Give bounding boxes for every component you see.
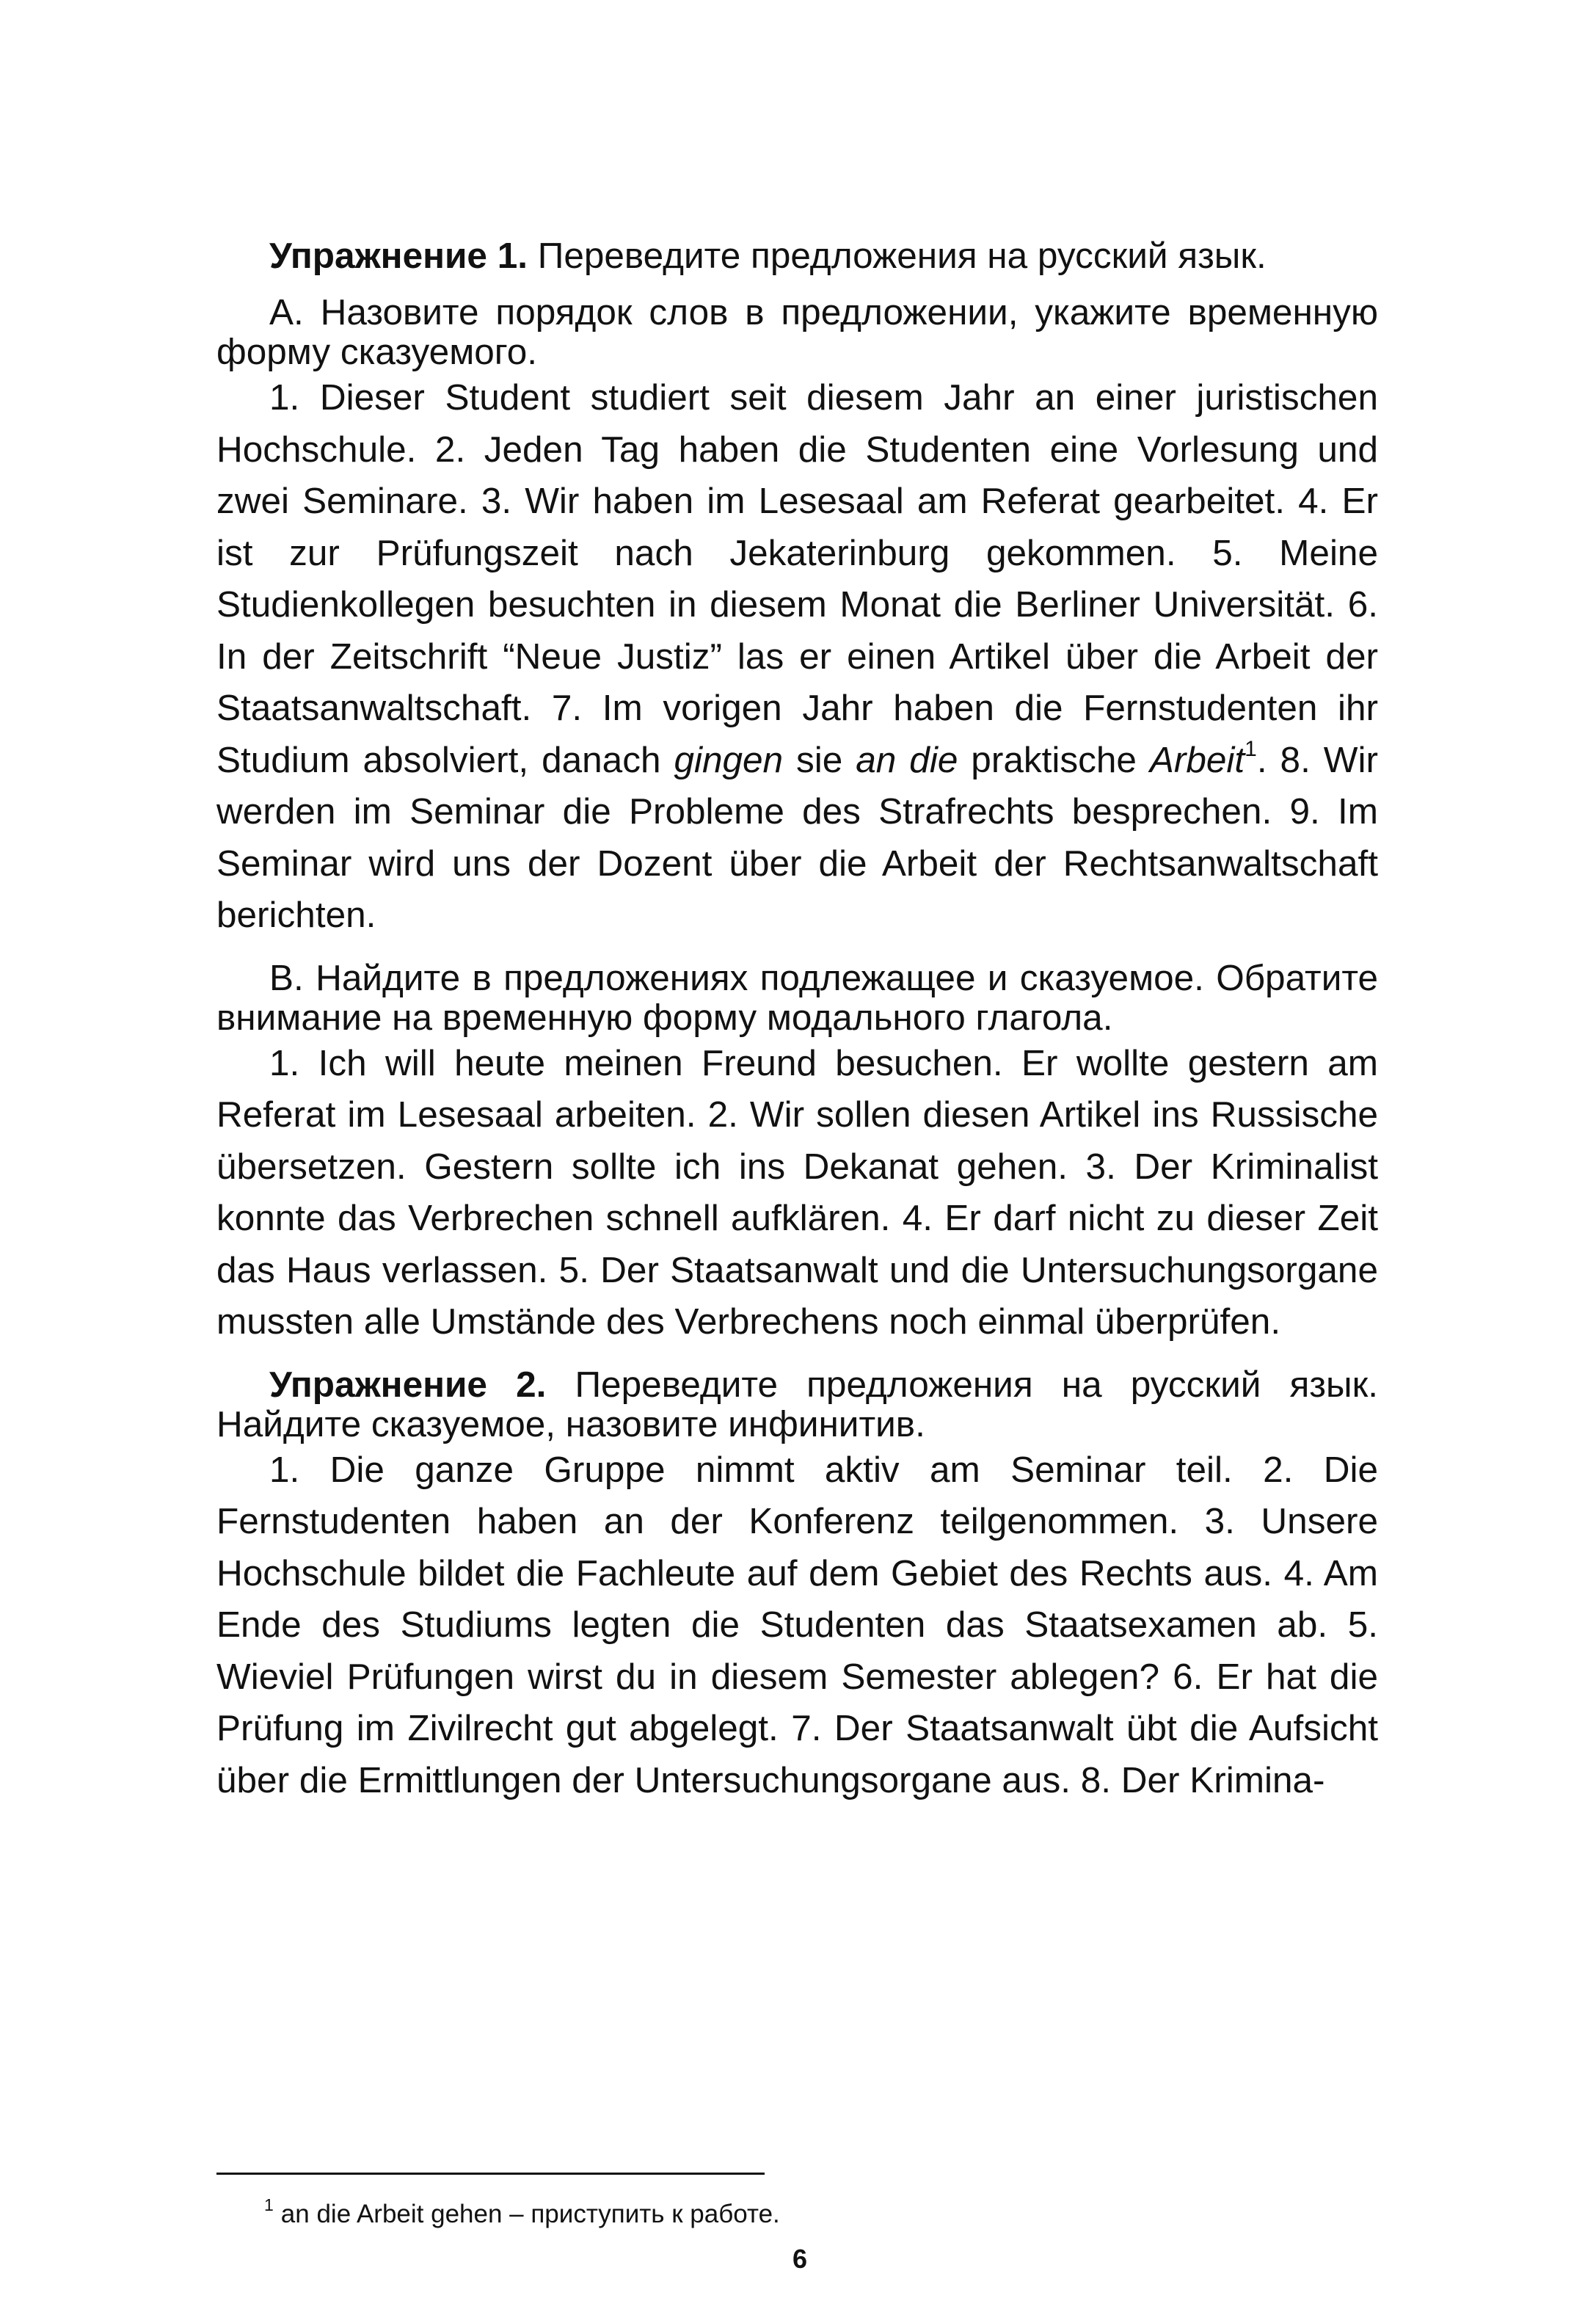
section-b-instruction: В. Найдите в предложениях подлежащее и сказуемое. Обратите внимание на временную форму модального глагола.: [216, 957, 1378, 1038]
italic-gingen: gingen: [674, 739, 784, 780]
exercise-2-task: Переведите предложения на русский язык. Найдите сказуемое, назовите инфинитив.: [216, 1364, 1378, 1444]
section-a-text-start: 1. Dieser Student studiert seit diesem Jahr an einer juristischen Hochschule. 2. Jeden Tag haben die Studenten eine Vorlesung und zwei Seminare. 3. Wir haben im Lesesaal am Referat gearbeitet. 4. Er ist zur Prüfungszeit nach Jekaterinburg gekommen. 5. Meine Studienkollegen besuchten in diesem Monat die Berliner Universität. 6. In der Zeitschrift “Neue Justiz” las er einen Artikel über die Arbeit der Staatsanwaltschaft. 7. Im vorigen Jahr haben die Fernstudenten ihr Studium absolviert, danach: [216, 377, 1378, 780]
exercise-1-heading: [216, 236, 1378, 276]
exercise-1-label: Упражнение 1.: [269, 236, 528, 276]
exercise-2-label: Упражнение 2.: [269, 1364, 547, 1405]
page-number: 6: [792, 2244, 808, 2274]
footnote-mark: 1: [264, 2195, 274, 2214]
footnote: [264, 2195, 1291, 2231]
footnote-divider: [216, 2173, 765, 2175]
section-a-instruction: А. Назовите порядок слов в предложении, укажите временную форму сказуемого.: [216, 292, 1378, 372]
section-a-text-mid-2: praktische: [958, 739, 1150, 780]
footnote-reference: 1: [1245, 736, 1257, 761]
section-a-text-end: . 8. Wir werden im Seminar die Probleme des Strafrechts besprechen. 9. Im Seminar wird uns der Dozent über die Arbeit der Rechtsanwaltschaft berichten.: [216, 739, 1378, 935]
exercise-1-task: Переведите предложения на русский язык.: [528, 236, 1267, 276]
section-b-sentences: 1. Ich will heute meinen Freund besuchen. Er wollte gestern am Referat im Lesesaal arbeiten. 2. Wir sollen diesen Artikel ins Russische übersetzen. Gestern sollte ich ins Dekanat gehen. 3. Der Kriminalist konnte das Verbrechen schnell aufklären. 4. Er darf nicht zu dieser Zeit das Haus verlassen. 5. Der Staatsanwalt und die Untersuchungsorgane mussten alle Umstände des Verbrechens noch einmal überprüfen.: [216, 1042, 1378, 1342]
italic-arbeit: Arbeit: [1149, 739, 1245, 780]
italic-an-die: an die: [856, 739, 958, 780]
footnote-text: an die Arbeit gehen – приступить к работе.: [280, 2200, 780, 2228]
exercise-2-sentences: 1. Die ganze Gruppe nimmt aktiv am Seminar teil. 2. Die Fernstudenten haben an der Konferenz teilgenommen. 3. Unsere Hochschule bildet die Fachleute auf dem Gebiet des Rechts aus. 4. Am Ende des Studiums legten die Studenten das Staatsexamen ab. 5. Wieviel Prüfungen wirst du in diesem Semester ablegen? 6. Er hat die Prüfung im Zivilrecht gut abgelegt. 7. Der Staatsanwalt übt die Aufsicht über die Ermittlungen der Untersuchungsorgane aus. 8. Der Krimina-: [216, 1449, 1378, 1800]
section-a-text-mid-1: sie: [783, 739, 856, 780]
page-body: [216, 236, 1378, 1806]
section-a-sentences: [216, 372, 1378, 942]
exercise-2-heading: [216, 1365, 1378, 1444]
